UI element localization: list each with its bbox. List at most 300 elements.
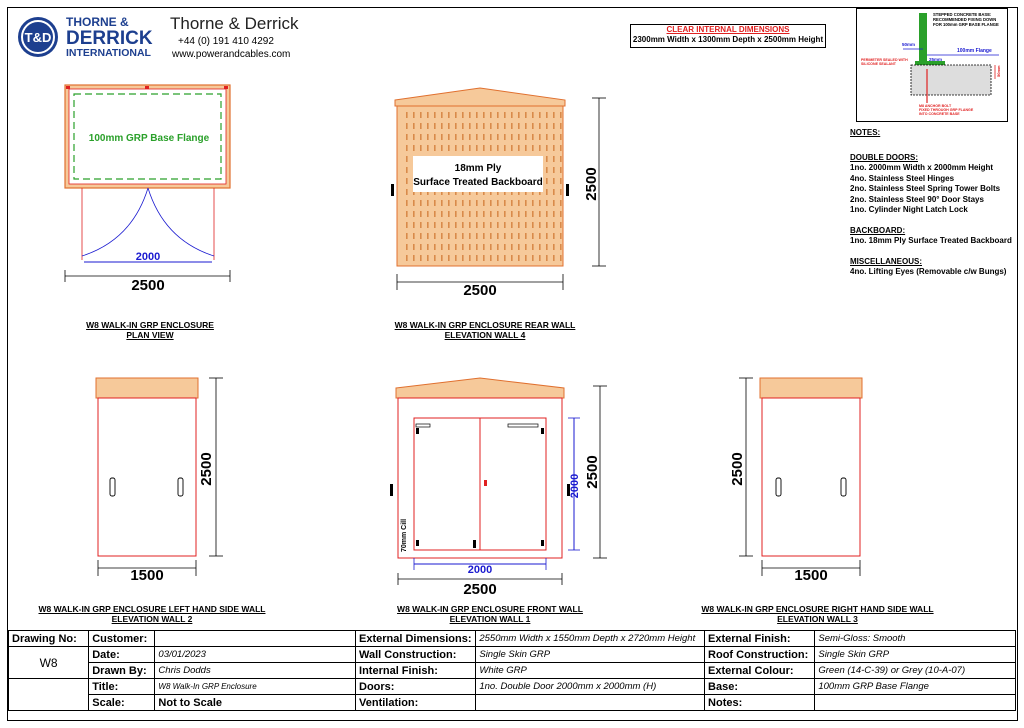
- ply-grain: [490, 222, 492, 228]
- ply-grain: [448, 244, 450, 250]
- notes-doors-item-1: 1no. 2000mm Width x 2000mm Height: [850, 163, 994, 172]
- ply-grain: [490, 233, 492, 239]
- left-width-dim: 1500: [130, 567, 164, 584]
- ply-grain: [553, 255, 555, 261]
- ply-grain: [490, 112, 492, 118]
- ply-grain: [462, 233, 464, 239]
- ext-finish-label: External Finish:: [705, 631, 815, 647]
- ply-grain: [413, 244, 415, 250]
- front-wall-view: [380, 376, 615, 596]
- ply-grain: [546, 123, 548, 129]
- date-value: 03/01/2023: [155, 647, 356, 663]
- ply-grain: [497, 244, 499, 250]
- scale-value: Not to Scale: [155, 695, 356, 711]
- front-title-line1: W8 WALK-IN GRP ENCLOSURE FRONT WALL: [397, 604, 583, 614]
- doors-value: 1no. Double Door 2000mm x 2000mm (H): [476, 679, 705, 695]
- ply-grain: [469, 112, 471, 118]
- ply-grain: [420, 145, 422, 151]
- ply-grain: [546, 134, 548, 140]
- company-phone: +44 (0) 191 410 4292: [178, 36, 274, 47]
- clear-dims-title: CLEAR INTERNAL DIMENSIONS: [666, 25, 790, 34]
- ply-grain: [441, 134, 443, 140]
- ply-grain: [448, 123, 450, 129]
- drawn-by-label: Drawn By:: [89, 663, 155, 679]
- ply-grain: [462, 222, 464, 228]
- date-label: Date:: [89, 647, 155, 663]
- ply-grain: [413, 145, 415, 151]
- ply-grain: [406, 233, 408, 239]
- ply-grain: [483, 222, 485, 228]
- detail-perimeter-1: PERIMETER SEALED WITH: [861, 58, 908, 62]
- company-name: Thorne & Derrick: [170, 14, 299, 33]
- ply-grain: [434, 134, 436, 140]
- ply-grain: [546, 189, 548, 195]
- ply-grain: [560, 167, 562, 173]
- right-title-line1: W8 WALK-IN GRP ENCLOSURE RIGHT HAND SIDE WALL: [701, 604, 934, 614]
- concrete-base: [911, 65, 991, 95]
- right-title-line2: ELEVATION WALL 3: [777, 614, 858, 624]
- left-door: [414, 418, 480, 550]
- roof-label: Roof Construction:: [705, 647, 815, 663]
- ply-grain: [518, 255, 520, 261]
- ply-grain: [455, 211, 457, 217]
- ply-grain: [441, 244, 443, 250]
- ply-grain: [546, 112, 548, 118]
- ply-grain: [560, 123, 562, 129]
- ply-grain: [546, 145, 548, 151]
- notes-misc-title: MISCELLANEOUS:: [850, 256, 922, 266]
- ext-colour-value: Green (14-C-39) or Grey (10-A-07): [815, 663, 1016, 679]
- ply-grain: [420, 134, 422, 140]
- ply-grain: [553, 211, 555, 217]
- ply-grain: [462, 112, 464, 118]
- company-website[interactable]: www.powerandcables.com: [172, 49, 291, 60]
- ply-grain: [553, 189, 555, 195]
- rear-roof: [395, 88, 565, 106]
- plan-door-dim: 2000: [135, 251, 161, 263]
- drawing-no-blank: [9, 679, 89, 711]
- ply-grain: [462, 211, 464, 217]
- drawing-no-label: Drawing No:: [9, 631, 89, 647]
- ply-grain: [462, 255, 464, 261]
- title-value: W8 Walk-In GRP Enclosure: [155, 679, 356, 695]
- tower-bolt: [473, 540, 476, 548]
- right-roof: [760, 378, 862, 398]
- ply-grain: [539, 244, 541, 250]
- ply-grain: [455, 112, 457, 118]
- detail-bolt-3: INTO CONCRETE BASE: [919, 112, 960, 116]
- ply-grain: [532, 255, 534, 261]
- ply-grain: [532, 200, 534, 206]
- ply-grain: [497, 222, 499, 228]
- rear-width-dim: 2500: [463, 282, 497, 296]
- int-finish-label: Internal Finish:: [356, 663, 476, 679]
- ply-grain: [483, 211, 485, 217]
- ply-grain: [560, 156, 562, 162]
- front-title: [365, 604, 615, 624]
- ply-grain: [476, 134, 478, 140]
- plan-title-line2: PLAN VIEW: [126, 330, 174, 340]
- base-detail: [856, 8, 1008, 122]
- ply-grain: [497, 123, 499, 129]
- ply-grain: [406, 211, 408, 217]
- detail-flange: 100mm Flange: [957, 48, 992, 54]
- ext-finish-value: Semi-Gloss: Smooth: [815, 631, 1016, 647]
- ply-grain: [504, 112, 506, 118]
- right-wall-view: [724, 374, 869, 586]
- ply-grain: [539, 255, 541, 261]
- ply-grain: [476, 112, 478, 118]
- ply-grain: [518, 200, 520, 206]
- ply-grain: [511, 112, 513, 118]
- ply-grain: [504, 134, 506, 140]
- ply-grain: [455, 222, 457, 228]
- ply-grain: [441, 112, 443, 118]
- title-label: Title:: [89, 679, 155, 695]
- ply-grain: [448, 233, 450, 239]
- ply-grain: [483, 244, 485, 250]
- ply-grain: [553, 123, 555, 129]
- ply-grain: [434, 200, 436, 206]
- ply-grain: [525, 244, 527, 250]
- notes-doors-item-2: 4no. Stainless Steel Hinges: [850, 173, 955, 183]
- ply-grain: [497, 112, 499, 118]
- ply-grain: [427, 222, 429, 228]
- ply-grain: [497, 145, 499, 151]
- ply-grain: [553, 112, 555, 118]
- rear-wall-view: [385, 86, 615, 296]
- ply-grain: [504, 211, 506, 217]
- ply-grain: [532, 211, 534, 217]
- ply-grain: [553, 145, 555, 151]
- ply-grain: [560, 145, 562, 151]
- notes-doors-title: DOUBLE DOORS:: [850, 152, 918, 162]
- ply-grain: [441, 222, 443, 228]
- clear-dims-box: [630, 24, 826, 48]
- ply-grain: [539, 134, 541, 140]
- ply-grain: [525, 134, 527, 140]
- door-swing-right: [148, 188, 214, 256]
- ply-grain: [483, 134, 485, 140]
- ply-grain: [462, 244, 464, 250]
- ply-grain: [490, 211, 492, 217]
- left-title-line2: ELEVATION WALL 2: [111, 614, 193, 624]
- ply-grain: [525, 222, 527, 228]
- ply-grain: [462, 145, 464, 151]
- lifting-eye-bung: [110, 478, 115, 496]
- ply-grain: [462, 200, 464, 206]
- roof-value: Single Skin GRP: [815, 647, 1016, 663]
- plan-width-dim: 2500: [131, 277, 165, 294]
- ply-grain: [434, 112, 436, 118]
- ply-grain: [413, 112, 415, 118]
- right-title: [685, 604, 950, 624]
- ply-grain: [490, 200, 492, 206]
- ply-grain: [469, 233, 471, 239]
- ply-grain: [448, 222, 450, 228]
- drawn-by-value: Chris Dodds: [155, 663, 356, 679]
- ply-grain: [546, 222, 548, 228]
- ply-grain: [469, 222, 471, 228]
- ply-grain: [455, 244, 457, 250]
- ply-grain: [406, 189, 408, 195]
- ply-grain: [546, 200, 548, 206]
- door-hinge: [416, 428, 419, 434]
- ply-grain: [511, 200, 513, 206]
- ply-grain: [476, 200, 478, 206]
- ply-grain: [455, 233, 457, 239]
- ply-grain: [560, 178, 562, 184]
- ply-grain: [434, 145, 436, 151]
- ply-grain: [413, 211, 415, 217]
- ply-grain: [469, 255, 471, 261]
- left-roof: [96, 378, 198, 398]
- ply-grain: [497, 134, 499, 140]
- ply-grain: [504, 145, 506, 151]
- ply-grain: [434, 233, 436, 239]
- ply-grain: [560, 255, 562, 261]
- ply-grain: [476, 244, 478, 250]
- ply-grain: [546, 244, 548, 250]
- left-title-line1: W8 WALK-IN GRP ENCLOSURE LEFT HAND SIDE WALL: [38, 604, 266, 614]
- title-block: [8, 630, 1016, 711]
- ply-grain: [553, 244, 555, 250]
- ply-grain: [413, 222, 415, 228]
- ply-grain: [476, 222, 478, 228]
- ply-grain: [525, 211, 527, 217]
- ply-grain: [553, 222, 555, 228]
- ply-grain: [413, 123, 415, 129]
- ply-grain: [511, 233, 513, 239]
- ply-grain: [455, 134, 457, 140]
- ply-grain: [511, 211, 513, 217]
- ply-grain: [511, 222, 513, 228]
- ply-grain: [469, 145, 471, 151]
- logo-graphic: [14, 13, 164, 59]
- ply-grain: [420, 200, 422, 206]
- ply-grain: [532, 233, 534, 239]
- front-door-height-dim: 2000: [569, 473, 581, 499]
- ply-grain: [434, 244, 436, 250]
- ply-grain: [490, 145, 492, 151]
- door-hinge: [541, 540, 544, 546]
- ply-grain: [427, 145, 429, 151]
- ply-grain: [553, 233, 555, 239]
- ply-grain: [406, 178, 408, 184]
- company-logo: [14, 13, 164, 59]
- ply-grain: [441, 211, 443, 217]
- ply-grain: [560, 244, 562, 250]
- ply-grain: [504, 255, 506, 261]
- left-wall-view: [90, 374, 230, 586]
- lifting-eye-bung: [776, 478, 781, 496]
- rear-title: [360, 320, 610, 340]
- ply-grain: [497, 233, 499, 239]
- ply-grain: [504, 200, 506, 206]
- ply-grain: [546, 233, 548, 239]
- drawing-no-value: W8: [9, 647, 89, 679]
- ply-grain: [420, 112, 422, 118]
- ply-grain: [539, 145, 541, 151]
- notes-doors-item-5: 1no. Cylinder Night Latch Lock: [850, 205, 968, 214]
- ply-grain: [532, 112, 534, 118]
- int-finish-value: White GRP: [476, 663, 705, 679]
- ply-grain: [539, 200, 541, 206]
- ply-grain: [497, 200, 499, 206]
- ply-grain: [406, 255, 408, 261]
- ply-grain: [406, 145, 408, 151]
- base-detail-drawing: [857, 9, 1007, 121]
- ply-grain: [448, 145, 450, 151]
- logo-line3: INTERNATIONAL: [66, 47, 151, 59]
- ply-grain: [546, 211, 548, 217]
- ply-grain: [469, 123, 471, 129]
- notes-backboard-title: BACKBOARD:: [850, 225, 906, 235]
- plan-view: [60, 80, 240, 295]
- ply-grain: [546, 255, 548, 261]
- ply-grain: [483, 200, 485, 206]
- ply-grain: [427, 112, 429, 118]
- notes-value: [815, 695, 1016, 711]
- wall-value: Single Skin GRP: [476, 647, 705, 663]
- ply-grain: [455, 123, 457, 129]
- ply-grain: [525, 112, 527, 118]
- rear-title-line1: W8 WALK-IN GRP ENCLOSURE REAR WALL: [394, 320, 576, 330]
- clear-dims-value: 2300mm Width x 1300mm Depth x 2500mm Height: [632, 35, 824, 44]
- ply-grain: [413, 255, 415, 261]
- left-title: [22, 604, 282, 624]
- ply-grain: [448, 112, 450, 118]
- ply-grain: [434, 123, 436, 129]
- lifting-eye: [224, 86, 228, 89]
- ply-grain: [448, 255, 450, 261]
- ply-grain: [497, 255, 499, 261]
- ply-grain: [560, 222, 562, 228]
- ply-grain: [448, 200, 450, 206]
- ply-grain: [420, 222, 422, 228]
- ply-grain: [483, 145, 485, 151]
- wall-label: Wall Construction:: [356, 647, 476, 663]
- ply-grain: [462, 134, 464, 140]
- lifting-eye: [66, 86, 70, 89]
- ply-grain: [476, 145, 478, 151]
- front-door-width-dim: 2000: [467, 564, 493, 576]
- front-height-dim: 2500: [584, 455, 601, 489]
- ply-grain: [532, 145, 534, 151]
- rear-board-label-1: 18mm Ply: [454, 163, 502, 174]
- ply-grain: [525, 145, 527, 151]
- grp-wall: [919, 13, 927, 65]
- ply-grain: [518, 233, 520, 239]
- ply-grain: [539, 211, 541, 217]
- ply-grain: [553, 200, 555, 206]
- door-stay: [416, 424, 430, 427]
- notes-heading: NOTES:: [850, 128, 881, 137]
- ply-grain: [518, 222, 520, 228]
- customer-label: Customer:: [89, 631, 155, 647]
- ply-grain: [476, 123, 478, 129]
- ply-grain: [525, 233, 527, 239]
- ply-grain: [504, 244, 506, 250]
- notes-doors-item-4: 2no. Stainless Steel 90° Door Stays: [850, 194, 984, 204]
- ply-grain: [469, 200, 471, 206]
- night-latch-lock: [484, 480, 487, 486]
- right-height-dim: 2500: [729, 452, 746, 486]
- front-title-line2: ELEVATION WALL 1: [449, 614, 531, 624]
- ply-grain: [427, 255, 429, 261]
- ply-grain: [490, 123, 492, 129]
- ply-grain: [469, 211, 471, 217]
- ply-grain: [476, 255, 478, 261]
- ply-grain: [560, 211, 562, 217]
- notes-misc-item: 4no. Lifting Eyes (Removable c/w Bungs): [850, 267, 1007, 276]
- ply-grain: [560, 200, 562, 206]
- ply-grain: [427, 211, 429, 217]
- ply-grain: [518, 211, 520, 217]
- ply-grain: [504, 233, 506, 239]
- ply-grain: [539, 123, 541, 129]
- ply-grain: [539, 112, 541, 118]
- left-height-dim: 2500: [198, 452, 215, 486]
- ext-colour-label: External Colour:: [705, 663, 815, 679]
- ply-grain: [406, 134, 408, 140]
- scale-label: Scale:: [89, 695, 155, 711]
- ply-grain: [441, 233, 443, 239]
- logo-line2: DERRICK: [66, 28, 153, 49]
- ply-grain: [518, 112, 520, 118]
- ply-grain: [560, 233, 562, 239]
- ply-grain: [469, 134, 471, 140]
- ply-grain: [406, 244, 408, 250]
- plan-title-line1: W8 WALK-IN GRP ENCLOSURE: [86, 320, 214, 330]
- ply-grain: [406, 156, 408, 162]
- ply-grain: [483, 255, 485, 261]
- ply-grain: [413, 233, 415, 239]
- base-value: 100mm GRP Base Flange: [815, 679, 1016, 695]
- ply-grain: [476, 211, 478, 217]
- doors-label: Doors:: [356, 679, 476, 695]
- front-bracket: [390, 484, 393, 496]
- ply-grain: [553, 134, 555, 140]
- ply-grain: [406, 200, 408, 206]
- notes-backboard-item: 1no. 18mm Ply Surface Treated Backboard: [850, 236, 1012, 245]
- ply-grain: [490, 244, 492, 250]
- front-width-dim: 2500: [463, 581, 497, 596]
- ply-grain: [546, 178, 548, 184]
- lifting-eye-bung: [178, 478, 183, 496]
- ply-grain: [553, 167, 555, 173]
- customer-value: [155, 631, 356, 647]
- ply-grain: [532, 222, 534, 228]
- ply-grain: [560, 134, 562, 140]
- logo-line1: THORNE &: [66, 15, 129, 29]
- ply-grain: [504, 222, 506, 228]
- left-wall: [98, 398, 196, 556]
- right-door: [480, 418, 546, 550]
- ply-grain: [462, 123, 464, 129]
- ext-dims-value: 2550mm Width x 1550mm Depth x 2720mm Height: [476, 631, 705, 647]
- ply-grain: [427, 244, 429, 250]
- ply-grain: [560, 189, 562, 195]
- ply-grain: [420, 255, 422, 261]
- ext-dims-label: External Dimensions:: [356, 631, 476, 647]
- ply-grain: [427, 200, 429, 206]
- ply-grain: [518, 134, 520, 140]
- ply-grain: [539, 233, 541, 239]
- ply-grain: [483, 112, 485, 118]
- ply-grain: [406, 123, 408, 129]
- ply-grain: [420, 211, 422, 217]
